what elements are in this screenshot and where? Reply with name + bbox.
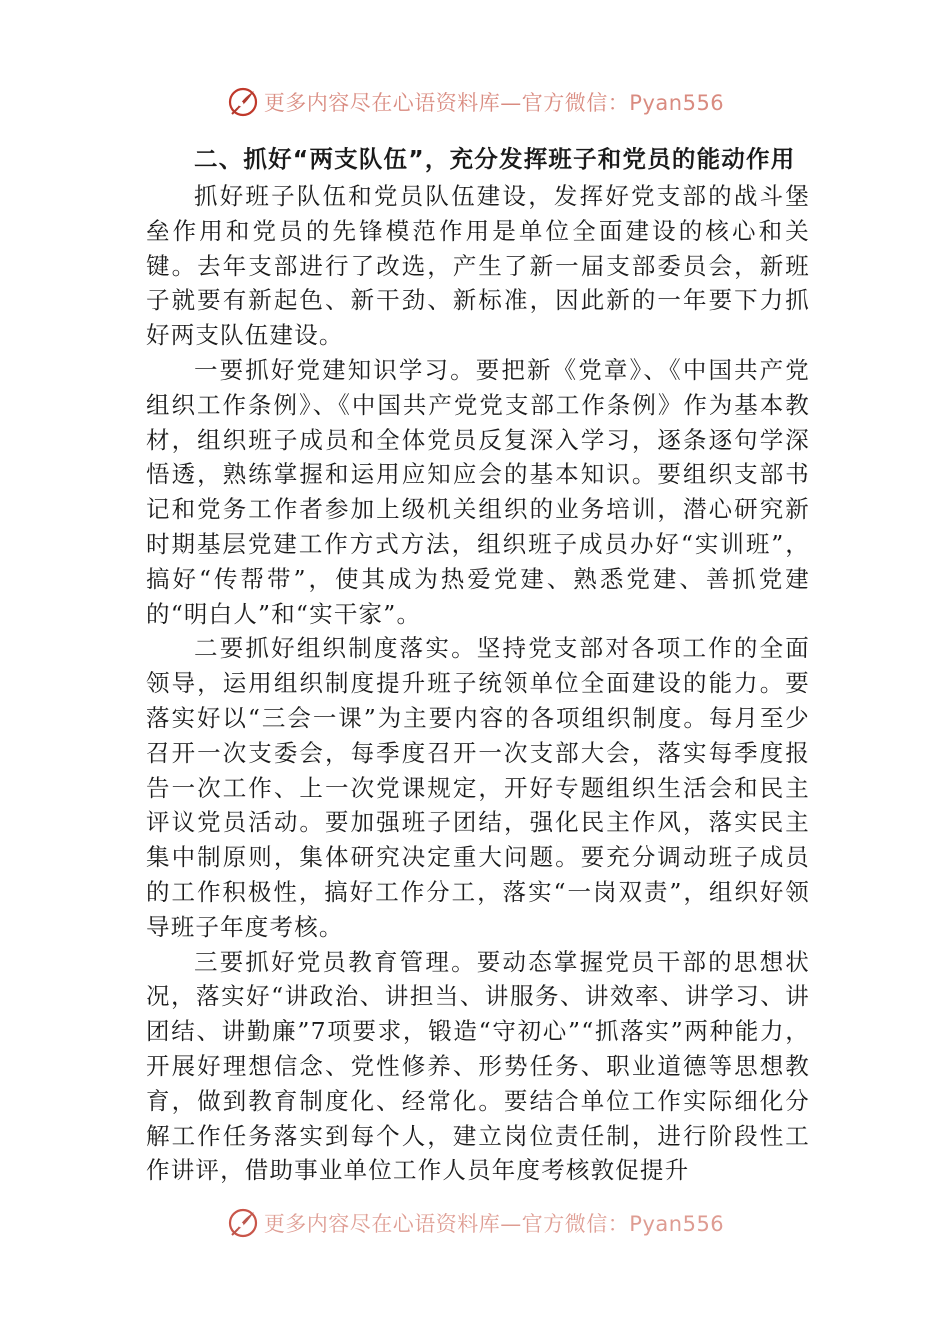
- section-heading: 二、抓好“两支队伍”，充分发挥班子和党员的能动作用: [194, 145, 796, 173]
- paragraph-system: 二要抓好组织制度落实。坚持党支部对各项工作的全面领导，运用组织制度提升班子统领单位全面建设的能力。要落实好以“三会一课”为主要内容的各项组织制度。每月至少召开一次支委会，每季度召开一次支部大会，落实每季度报告一次工作、上一次党课规定，开好专题组织生活会和民主评议党员活动。要加强班子团结，强化民主作风，落实民主集中制原则，集体研究决定重大问题。要充分调动班子成员的工作积极性，搞好工作分工，落实“一岗双责”，组织好领导班子年度考核。: [146, 634, 810, 941]
- document-body: [146, 142, 810, 1188]
- quill-pen-icon: [226, 85, 260, 119]
- paragraph-education: 三要抓好党员教育管理。要动态掌握党员干部的思想状况，落实好“讲政治、讲担当、讲服务、讲效率、讲学习、讲团结、讲勤廉”7项要求，锻造“守初心”“抓落实”两种能力，开展好理想信念、党性修养、形势任务、职业道德等思想教育，做到教育制度化、经常化。要结合单位工作实际细化分解工作任务落实到每个人，建立岗位责任制，进行阶段性工作讲评，借助事业单位工作人员年度考核敦促提升: [146, 947, 810, 1185]
- paragraph-study: 一要抓好党建知识学习。要把新《党章》、《中国共产党组织工作条例》、《中国共产党党支部工作条例》作为基本教材，组织班子成员和全体党员反复深入学习，逐条逐句学深悟透，熟练掌握和运用应知应会的基本知识。要组织支部书记和党务工作者参加上级机关组织的业务培训，潜心研究新时期基层党建工作方式方法，组织班子成员办好“实训班”，搞好“传帮带”，使其成为热爱党建、熟悉党建、善抓党建的“明白人”和“实干家”。: [146, 355, 810, 628]
- watermark-text: 更多内容尽在心语资料库—官方微信：Pyan556: [263, 1212, 725, 1236]
- watermark-text: 更多内容尽在心语资料库—官方微信：Pyan556: [263, 91, 725, 115]
- watermark-header: [0, 84, 950, 120]
- paragraph-intro: 抓好班子队伍和党员队伍建设，发挥好党支部的战斗堡垒作用和党员的先锋模范作用是单位全面建设的核心和关键。去年支部进行了改选，产生了新一届支部委员会，新班子就要有新起色、新干劲、新标准，因此新的一年要下力抓好两支队伍建设。: [146, 182, 810, 350]
- watermark-footer: [0, 1206, 950, 1240]
- quill-pen-icon: [226, 1206, 260, 1240]
